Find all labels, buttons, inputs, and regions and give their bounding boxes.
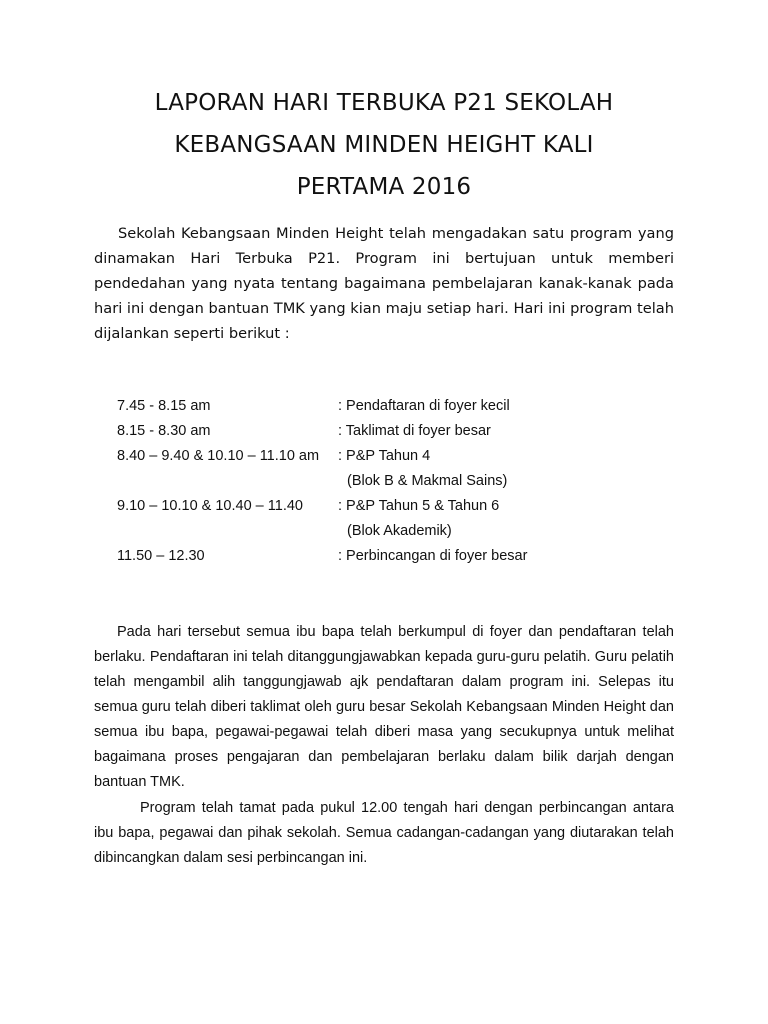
schedule-time: 9.10 – 10.10 & 10.40 – 11.40 xyxy=(117,498,303,514)
schedule-time: 8.40 – 9.40 & 10.10 – 11.10 am xyxy=(117,448,320,464)
schedule-row xyxy=(117,419,677,444)
title-line-1: LAPORAN HARI TERBUKA P21 SEKOLAH xyxy=(154,90,614,116)
schedule-time: 8.15 - 8.30 am xyxy=(117,423,211,439)
schedule-activity-note: (Blok Akademik) xyxy=(347,523,452,539)
schedule-row xyxy=(117,544,677,569)
schedule-activity-note: (Blok B & Makmal Sains) xyxy=(347,473,508,489)
schedule-row xyxy=(117,394,677,419)
schedule-activity: : P&P Tahun 5 & Tahun 6 xyxy=(338,498,500,514)
schedule-time: 7.45 - 8.15 am xyxy=(117,398,211,414)
schedule-activity: : Perbincangan di foyer besar xyxy=(338,548,528,564)
body-paragraph-1: Pada hari tersebut semua ibu bapa telah berkumpul di foyer dan pendaftaran telah berlaku. Pendaftaran ini telah ditanggungjawabkan kepada guru-guru pelatih. Guru pelatih telah mengambil alih tanggungjawab ajk pendaftaran dalam program ini. Selepas itu semua guru telah diberi taklimat oleh guru besar Sekolah Kebangsaan Minden Height dan semua ibu bapa, pegawai-pegawai telah diberi masa yang secukupnya untuk melihat bagaimana proses pengajaran dan pembelajaran berlaku dalam bilik darjah dengan bantuan TMK. xyxy=(94,624,674,790)
body-paragraph-2: Program telah tamat pada pukul 12.00 tengah hari dengan perbincangan antara ibu bapa, pegawai dan pihak sekolah. Semua cadangan-cadangan yang diutarakan telah dibincangkan dalam sesi perbincangan ini. xyxy=(94,800,674,866)
schedule-row xyxy=(117,494,677,519)
schedule-row xyxy=(117,469,677,494)
schedule-time: 11.50 – 12.30 xyxy=(117,548,205,564)
schedule-activity: : P&P Tahun 4 xyxy=(338,448,431,464)
intro-paragraph: Sekolah Kebangsaan Minden Height telah mengadakan satu program yang dinamakan Hari Terbuka P21. Program ini bertujuan untuk memberi pendedahan yang nyata tentang bagaimana pembelajaran kanak-kanak pada hari ini dengan bantuan TMK yang kian maju setiap hari. Hari ini program telah dijalankan seperti berikut : xyxy=(94,225,674,342)
schedule-activity: : Taklimat di foyer besar xyxy=(338,423,491,439)
schedule-row xyxy=(117,444,677,469)
schedule-activity: : Pendaftaran di foyer kecil xyxy=(338,398,510,414)
title-line-2: KEBANGSAAN MINDEN HEIGHT KALI xyxy=(174,132,594,158)
schedule-row xyxy=(117,519,677,544)
title-line-3: PERTAMA 2016 xyxy=(296,174,472,200)
